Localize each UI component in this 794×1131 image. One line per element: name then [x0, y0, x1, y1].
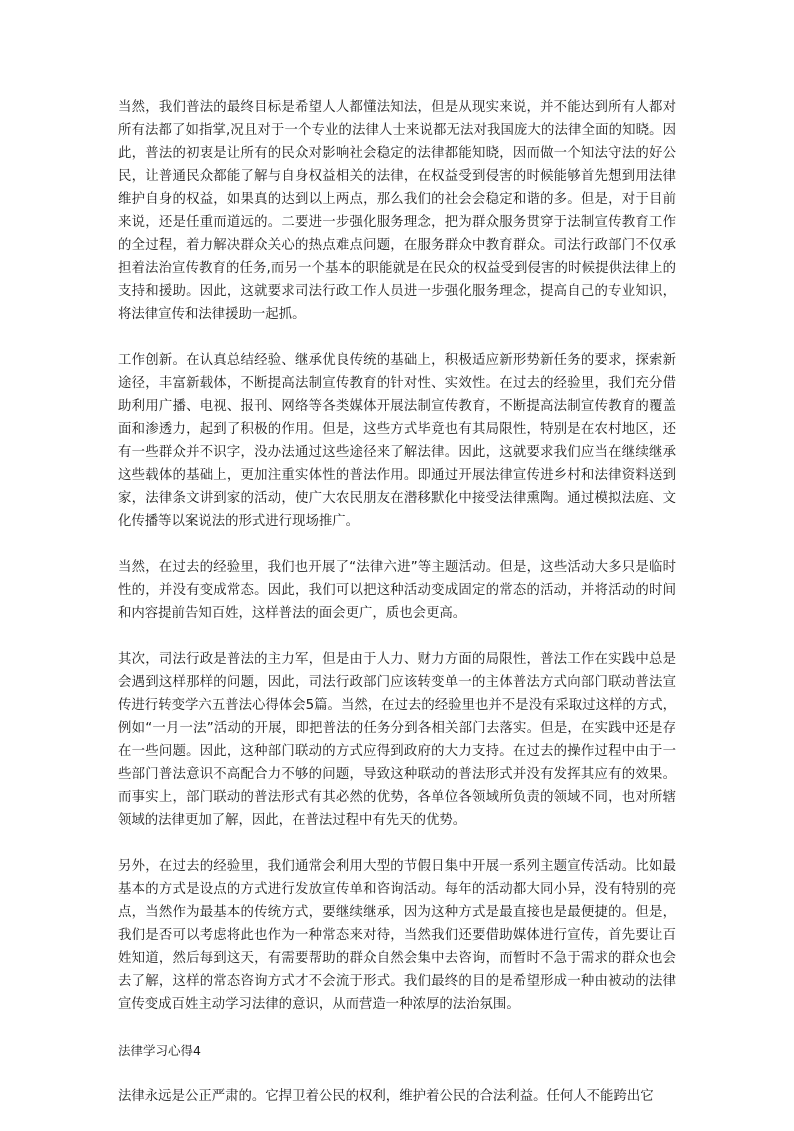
section-heading: 法律学习心得4	[118, 1043, 201, 1058]
paragraph: 当然，在过去的经验里，我们也开展了“法律六进”等主题活动。但是，这些活动大多只是临时性的，并没有变成常态。因此，我们可以把这种活动变成固定的常态的活动，并将活动的时间和内容提前告知百姓，这样普法的面会更广，质也会更高。	[118, 560, 676, 621]
paragraph: 其次，司法行政是普法的主力军，但是由于人力、财力方面的局限性，普法工作在实践中总是会遇到这样那样的问题，因此，司法行政部门应该转变单一的主体普法方式向部门联动普法宣传进行转变学六五普法心得体会5篇。当然，在过去的经验里也并不是没有采取过这样的方式，例如“一月一法”活动的开展，即把普法的任务分到各相关部门去落实。但是，在实践中还是存在一些问题。因此，这种部门联动的方式应得到政府的大力支持。在过去的操作过程中由于一些部门普法意识不高配合力不够的问题，导致这种联动的普法形式并没有发挥其应有的效果。而事实上，部门联动的普法形式有其必然的优势，各单位各领域所负责的领域不同，也对所辖领域的法律更加了解，因此，在普法过程中有先天的优势。	[118, 652, 676, 828]
paragraph: 工作创新。在认真总结经验、继承优良传统的基础上，积极适应新形势新任务的要求，探索新途径，丰富新载体，不断提高法制宣传教育的针对性、实效性。在过去的经验里，我们充分借助利用广播、电视、报刊、网络等各类媒体开展法制宣传教育，不断提高法制宣传教育的覆盖面和渗透力，起到了积极的作用。但是，这些方式毕竟也有其局限性，特别是在农村地区，还有一些群众并不识字，没办法通过这些途径来了解法律。因此，这就要求我们应当在继续继承这些载体的基础上，更加注重实体性的普法作用。即通过开展法律宣传进乡村和法律资料送到家，法律条文讲到家的活动，使广大农民朋友在潜移默化中接受法律熏陶。通过模拟法庭、文化传播等以案说法的形式进行现场推广。	[118, 353, 676, 529]
paragraph: 法律永远是公正严肃的。它捍卫着公民的权利，维护着公民的合法利益。任何人不能跨出它	[118, 1089, 654, 1104]
paragraph: 另外，在过去的经验里，我们通常会利用大型的节假日集中开展一系列主题宣传活动。比如最基本的方式是设点的方式进行发放宣传单和咨询活动。每年的活动都大同小异，没有特别的亮点，当然作为最基本的传统方式，要继续继承，因为这种方式是最直接也是最便捷的。但是，我们是否可以考虑将此也作为一种常态来对待，当然我们还要借助媒体进行宣传，首先要让百姓知道，然后每到这天，有需要帮助的群众自然会集中去咨询，而暂时不急于需求的群众也会去了解，这样的常态咨询方式才不会流于形式。我们最终的目的是希望形成一种由被动的法律宣传变成百姓主动学习法律的意识，从而营造一种浓厚的法治氛围。	[118, 859, 676, 1012]
paragraph: 当然，我们普法的最终目标是希望人人都懂法知法，但是从现实来说，并不能达到所有人都对所有法都了如指掌,况且对于一个专业的法律人士来说都无法对我国庞大的法律全面的知晓。因此，普法的初衷是让所有的民众对影响社会稳定的法律都能知晓，因而做一个知法守法的好公民，让普通民众都能了解与自身权益相关的法律，在权益受到侵害的时候能够首先想到用法律维护自身的权益，如果真的达到以上两点，那么我们的社会会稳定和谐的多。但是，对于目前来说，还是任重而道远的。二要进一步强化服务理念，把为群众服务贯穿于法制宣传教育工作的全过程，着力解决群众关心的热点难点问题，在服务群众中教育群众。司法行政部门不仅承担着法治宣传教育的任务,而另一个基本的职能就是在民众的权益受到侵害的时候提供法律上的支持和援助。因此，这就要求司法行政工作人员进一步强化服务理念，提高自己的专业知识，将法律宣传和法律援助一起抓。	[118, 100, 676, 322]
document-body	[118, 96, 676, 1131]
